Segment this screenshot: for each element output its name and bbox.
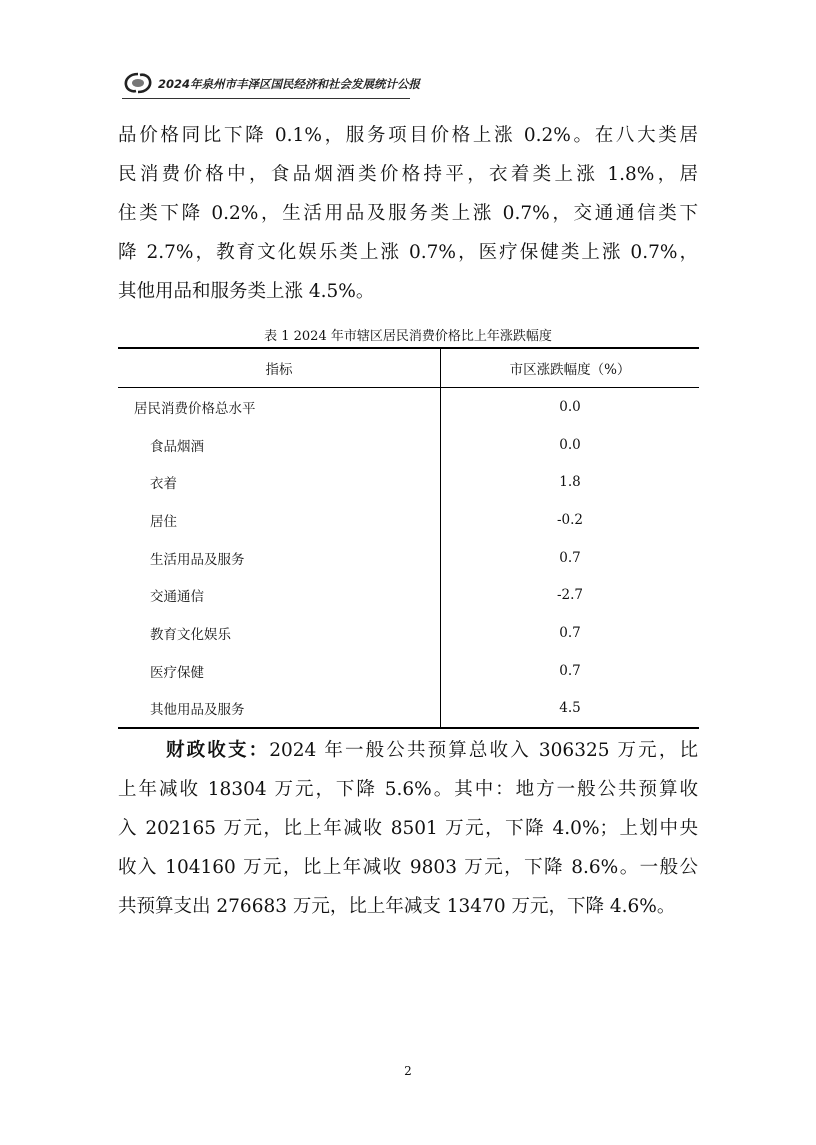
text-line: 品价格同比下降 0.1%，服务项目价格上涨 0.2%。在八大类居 xyxy=(118,125,698,146)
text-line: 住类下降 0.2%，生活用品及服务类上涨 0.7%，交通通信类下 xyxy=(118,203,698,224)
row-value: 0.7 xyxy=(559,549,581,566)
row-indicator: 居住 xyxy=(118,501,441,539)
table-row xyxy=(118,388,699,426)
statistics-logo-icon xyxy=(124,72,152,94)
row-indicator: 教育文化娱乐 xyxy=(118,614,441,652)
text-line: 共预算支出 276683 万元，比上年减支 13470 万元，下降 4.6%。 xyxy=(118,896,676,917)
row-indicator: 衣着 xyxy=(118,463,441,501)
table-row xyxy=(118,690,699,729)
table-row xyxy=(118,614,699,652)
column-header-indicator: 指标 xyxy=(118,348,441,388)
running-header xyxy=(122,68,421,99)
row-value: 4.5 xyxy=(559,700,581,717)
text-line: 收入 104160 万元，比上年减收 9803 万元，下降 8.6%。一般公 xyxy=(118,857,698,878)
page-number: 2 xyxy=(404,1064,412,1078)
table-row xyxy=(118,539,699,577)
row-indicator: 其他用品及服务 xyxy=(118,690,441,729)
row-value: -2.7 xyxy=(556,587,584,604)
row-value: 0.7 xyxy=(559,662,581,679)
row-indicator: 医疗保健 xyxy=(118,652,441,690)
text-span: 2024 年一般公共预算总收入 306325 万元，比 xyxy=(269,740,698,761)
row-indicator: 生活用品及服务 xyxy=(118,539,441,577)
row-indicator: 居民消费价格总水平 xyxy=(118,388,441,426)
text-line: 其他用品和服务类上涨 4.5%。 xyxy=(118,281,375,302)
cpi-paragraph xyxy=(118,116,698,311)
table-row xyxy=(118,463,699,501)
text-line: 降 2.7%，教育文化娱乐类上涨 0.7%，医疗保健类上涨 0.7%， xyxy=(118,242,698,263)
text-line: 入 202165 万元，比上年减收 8501 万元，下降 4.0%；上划中央 xyxy=(118,818,698,839)
table-row xyxy=(118,576,699,614)
table-row xyxy=(118,501,699,539)
table-row xyxy=(118,652,699,690)
row-value: 0.0 xyxy=(559,398,581,415)
cpi-table xyxy=(118,347,699,729)
text-line: 上年减收 18304 万元，下降 5.6%。其中：地方一般公共预算收 xyxy=(118,779,698,800)
row-value: 0.7 xyxy=(559,624,581,641)
fiscal-paragraph xyxy=(118,731,698,926)
section-heading: 财政收支： xyxy=(166,740,270,761)
text-line xyxy=(118,731,698,770)
row-indicator: 交通通信 xyxy=(118,576,441,614)
table-row xyxy=(118,426,699,464)
column-header-change: 市区涨跌幅度（%） xyxy=(509,362,631,378)
table-caption: 表 1 2024 年市辖区居民消费价格比上年涨跌幅度 xyxy=(264,329,552,344)
text-line: 民消费价格中，食品烟酒类价格持平，衣着类上涨 1.8%，居 xyxy=(118,164,698,185)
row-indicator: 食品烟酒 xyxy=(118,426,441,464)
row-value: 0.0 xyxy=(559,436,581,453)
row-value: -0.2 xyxy=(556,511,584,528)
header-title: 2024年泉州市丰泽区国民经济和社会发展统计公报 xyxy=(158,77,421,91)
row-value: 1.8 xyxy=(559,474,581,491)
